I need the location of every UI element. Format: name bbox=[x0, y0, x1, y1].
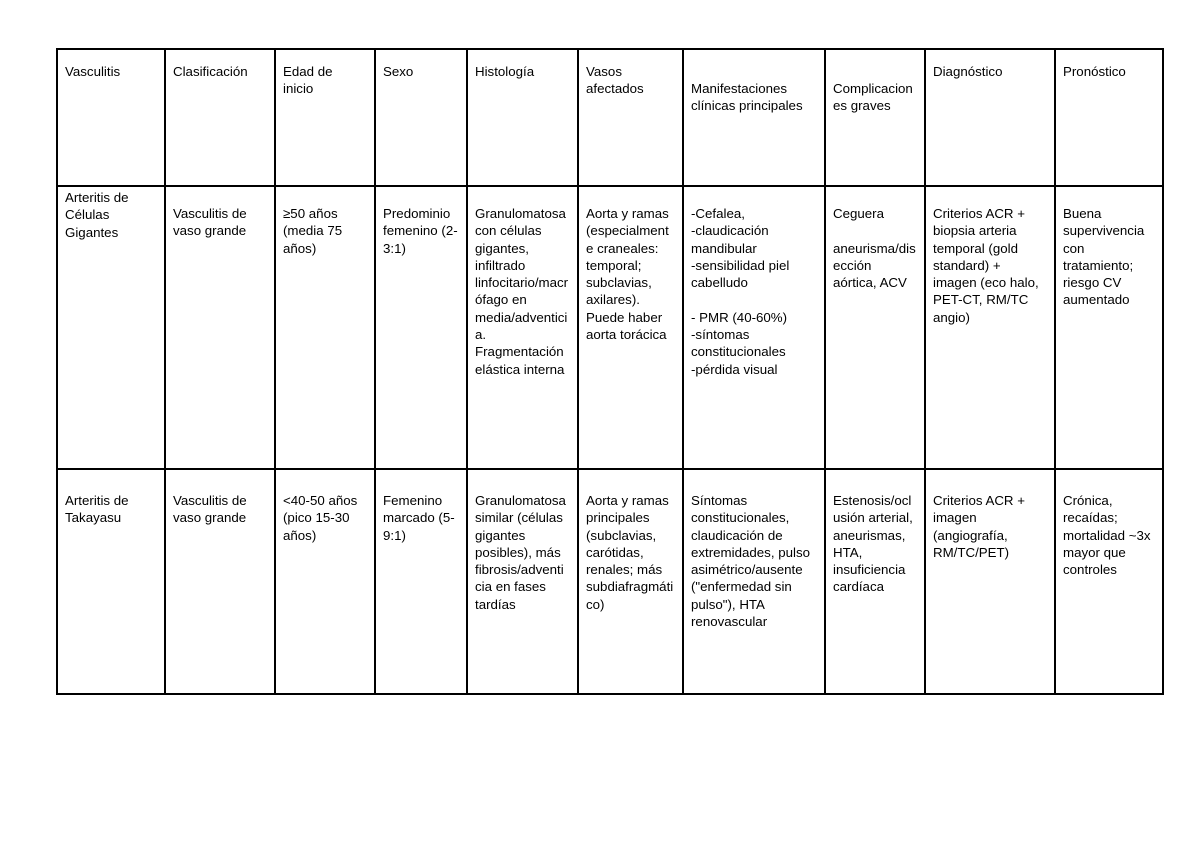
table-cell: Criterios ACR + imagen (angiografía, RM/TC/PET) bbox=[925, 469, 1055, 694]
table-cell: Femenino marcado (5-9:1) bbox=[375, 469, 467, 694]
table-cell: Granulomatosa similar (células gigantes posibles), más fibrosis/adventicia en fases tardías bbox=[467, 469, 578, 694]
table-cell: Estenosis/oclusión arterial, aneurismas, HTA, insuficiencia cardíaca bbox=[825, 469, 925, 694]
table-cell: Aorta y ramas principales (subclavias, carótidas, renales; más subdiafragmático) bbox=[578, 469, 683, 694]
header-cell-vasculitis: Vasculitis bbox=[57, 49, 165, 186]
table-cell: Criterios ACR + biopsia arteria temporal (gold standard) + imagen (eco halo, PET-CT, RM/TC angio) bbox=[925, 186, 1055, 469]
header-cell-histologia: Histología bbox=[467, 49, 578, 186]
table-header-row bbox=[57, 49, 1163, 186]
table-cell: Síntomas constitucionales, claudicación de extremidades, pulso asimétrico/ausente ("enfermedad sin pulso"), HTA renovascular bbox=[683, 469, 825, 694]
table-cell: Vasculitis de vaso grande bbox=[165, 186, 275, 469]
table-row bbox=[57, 186, 1163, 469]
header-cell-manifestaciones: Manifestaciones clínicas principales bbox=[683, 49, 825, 186]
header-cell-diagnostico: Diagnóstico bbox=[925, 49, 1055, 186]
header-cell-vasos: Vasos afectados bbox=[578, 49, 683, 186]
header-cell-pronostico: Pronóstico bbox=[1055, 49, 1163, 186]
header-cell-edad: Edad de inicio bbox=[275, 49, 375, 186]
table-cell: Granulomatosa con células gigantes, infiltrado linfocitario/macrófago en media/adventicia. Fragmentación elástica interna bbox=[467, 186, 578, 469]
table-row bbox=[57, 469, 1163, 694]
vasculitis-comparison-table bbox=[56, 48, 1164, 695]
header-cell-complicaciones: Complicaciones graves bbox=[825, 49, 925, 186]
table-cell: Ceguera aneurisma/disección aórtica, ACV bbox=[825, 186, 925, 469]
table-cell: -Cefalea, -claudicación mandibular -sensibilidad piel cabelludo - PMR (40-60%) -síntomas constitucionales -pérdida visual bbox=[683, 186, 825, 469]
table-cell: <40-50 años (pico 15-30 años) bbox=[275, 469, 375, 694]
table-cell: Arteritis de Takayasu bbox=[57, 469, 165, 694]
table-cell: Vasculitis de vaso grande bbox=[165, 469, 275, 694]
header-cell-sexo: Sexo bbox=[375, 49, 467, 186]
header-cell-clasificacion: Clasificación bbox=[165, 49, 275, 186]
table-cell: Aorta y ramas (especialmente craneales: temporal; subclavias, axilares). Puede haber aorta torácica bbox=[578, 186, 683, 469]
table-cell: Arteritis de Células Gigantes bbox=[57, 186, 165, 469]
table-cell: ≥50 años (media 75 años) bbox=[275, 186, 375, 469]
table-cell: Predominio femenino (2-3:1) bbox=[375, 186, 467, 469]
table-cell: Crónica, recaídas; mortalidad ~3x mayor que controles bbox=[1055, 469, 1163, 694]
table-cell: Buena supervivencia con tratamiento; riesgo CV aumentado bbox=[1055, 186, 1163, 469]
